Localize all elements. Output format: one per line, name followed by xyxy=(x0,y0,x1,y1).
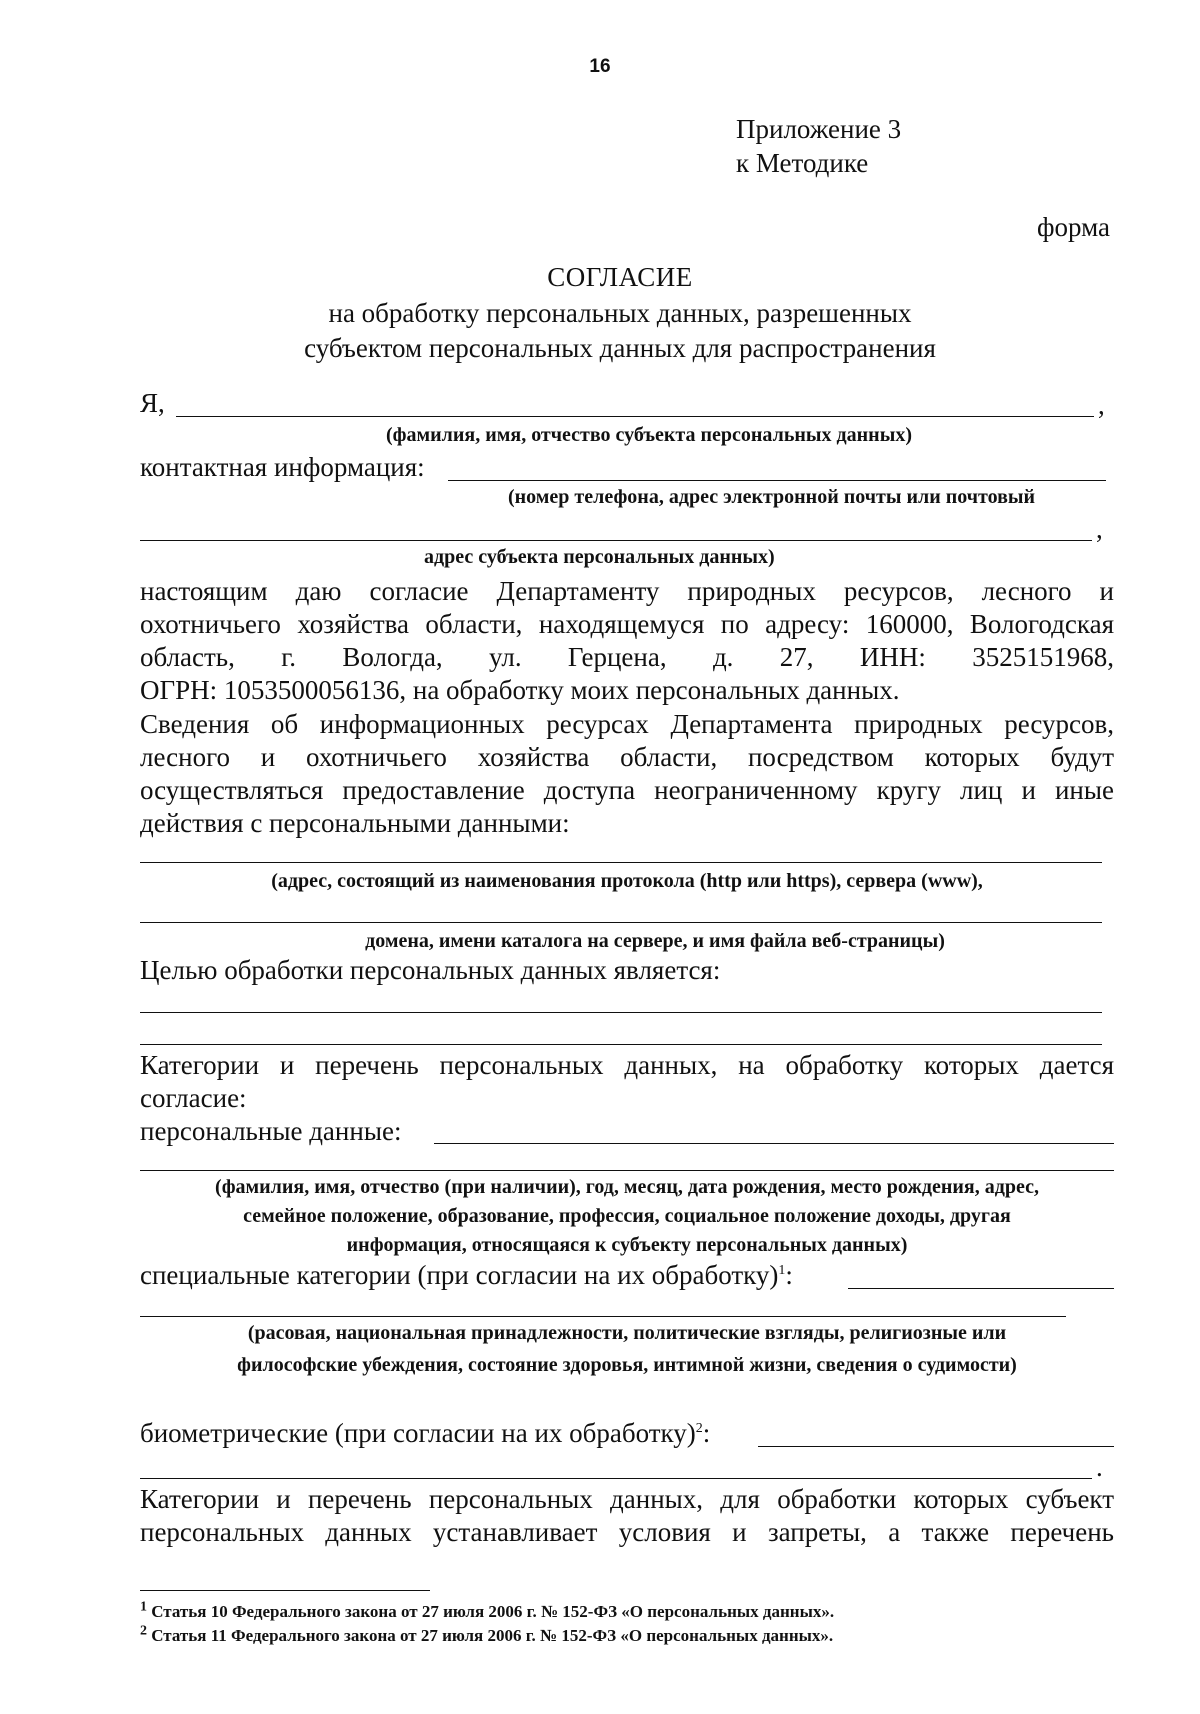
contact-hint-1: (номер телефона, адрес электронной почты или почтовый xyxy=(508,486,1036,508)
biometric-field-line[interactable] xyxy=(758,1446,1114,1447)
special-categories-label xyxy=(140,1260,793,1291)
name-field-line[interactable] xyxy=(176,416,1094,417)
footnote-2 xyxy=(140,1623,834,1646)
paragraph2-line-2: лесного и охотничьего хозяйства области, посредством которых будут xyxy=(140,742,1114,772)
paragraph1-line-3: область, г. Вологда, ул. Герцена, д. 27, ИНН: 3525151968, xyxy=(140,642,1114,672)
page-number: 16 xyxy=(589,56,611,77)
special-hint-1: (расовая, национальная принадлежности, политические взгляды, религиозные или xyxy=(247,1322,1007,1344)
paragraph1-line-1: настоящим даю согласие Департаменту природных ресурсов, лесного и xyxy=(140,576,1114,606)
special-categories-field-line[interactable] xyxy=(848,1288,1114,1289)
personal-data-hint-1: (фамилия, имя, отчество (при наличии), год, месяц, дата рождения, место рождения, адрес, xyxy=(215,1176,1039,1198)
contact-hint-2: адрес субъекта персональных данных) xyxy=(424,546,775,568)
footnote-ref-1: 1 xyxy=(778,1263,786,1278)
contact-field-line-2[interactable] xyxy=(140,540,1092,541)
resource-field-line-2[interactable] xyxy=(140,922,1102,923)
purpose-label: Целью обработки персональных данных является: xyxy=(140,955,721,985)
personal-data-field-line[interactable] xyxy=(434,1143,1114,1144)
footnote-1 xyxy=(140,1599,835,1622)
purpose-field-line-2[interactable] xyxy=(140,1044,1102,1045)
special-categories-field-line-2[interactable] xyxy=(140,1316,1066,1317)
biometric-text: биометрические (при согласии на их обработку) xyxy=(140,1418,696,1448)
footnote-separator xyxy=(140,1590,430,1591)
form-label: форма xyxy=(1037,212,1110,242)
special-hint-2: философские убеждения, состояние здоровья, интимной жизни, сведения о судимости) xyxy=(237,1354,1017,1376)
paragraph1-line-4: ОГРН: 1053500056136, на обработку моих персональных данных. xyxy=(140,675,900,705)
document-subtitle-1: на обработку персональных данных, разрешенных xyxy=(328,298,912,328)
footnote-2-mark: 2 xyxy=(140,1623,147,1639)
footnote-1-mark: 1 xyxy=(140,1599,147,1615)
resource-hint-2: домена, имени каталога на сервере, и имя файла веб-страницы) xyxy=(365,930,945,952)
purpose-field-line-1[interactable] xyxy=(140,1012,1102,1013)
resource-field-line-1[interactable] xyxy=(140,862,1102,863)
footnote-ref-2: 2 xyxy=(695,1421,703,1436)
biometric-label xyxy=(140,1418,710,1449)
special-categories-text: специальные категории (при согласии на их обработку) xyxy=(140,1260,779,1290)
paragraph2-line-4: действия с персональными данными: xyxy=(140,808,570,838)
footnote-1-text: Статья 10 Федерального закона от 27 июля 2006 г. № 152-ФЗ «О персональных данных». xyxy=(147,1602,835,1621)
appendix-line-1: Приложение 3 xyxy=(736,114,902,144)
comma: , xyxy=(1098,390,1105,420)
paragraph3-line-1: Категории и перечень персональных данных, для обработки которых субъект xyxy=(140,1484,1114,1514)
paragraph2-line-1: Сведения об информационных ресурсах Департамента природных ресурсов, xyxy=(140,709,1114,739)
biometric-colon: : xyxy=(702,1418,711,1448)
comma-2: , xyxy=(1096,514,1103,544)
paragraph3-line-2: персональных данных устанавливает условия и запреты, а также перечень xyxy=(140,1517,1114,1547)
appendix-line-2: к Методике xyxy=(736,148,869,178)
contact-field-line[interactable] xyxy=(448,480,1106,481)
resource-hint-1: (адрес, состоящий из наименования протокола (http или https), сервера (www), xyxy=(271,870,983,892)
personal-data-field-line-2[interactable] xyxy=(140,1170,1114,1171)
name-hint: (фамилия, имя, отчество субъекта персональных данных) xyxy=(386,424,912,446)
personal-data-hint-3: информация, относящаяся к субъекту персональных данных) xyxy=(346,1234,908,1256)
personal-data-label: персональные данные: xyxy=(140,1116,402,1146)
categories-line-1: Категории и перечень персональных данных, на обработку которых дается xyxy=(140,1050,1114,1080)
personal-data-hint-2: семейное положение, образование, профессия, социальное положение доходы, другая xyxy=(243,1205,1011,1227)
contact-label: контактная информация: xyxy=(140,452,425,482)
paragraph1-line-2: охотничьего хозяйства области, находящемуся по адресу: 160000, Вологодская xyxy=(140,609,1114,639)
categories-line-2: согласие: xyxy=(140,1083,247,1113)
paragraph2-line-3: осуществляться предоставление доступа неограниченному кругу лиц и иные xyxy=(140,775,1114,805)
special-categories-colon: : xyxy=(785,1260,793,1290)
i-label: Я, xyxy=(140,388,165,418)
document-subtitle-2: субъектом персональных данных для распространения xyxy=(304,333,936,363)
biometric-field-line-2[interactable] xyxy=(140,1478,1092,1479)
document-title: СОГЛАСИЕ xyxy=(547,262,693,292)
footnote-2-text: Статья 11 Федерального закона от 27 июля 2006 г. № 152-ФЗ «О персональных данных». xyxy=(147,1626,834,1645)
period: . xyxy=(1096,1452,1103,1482)
